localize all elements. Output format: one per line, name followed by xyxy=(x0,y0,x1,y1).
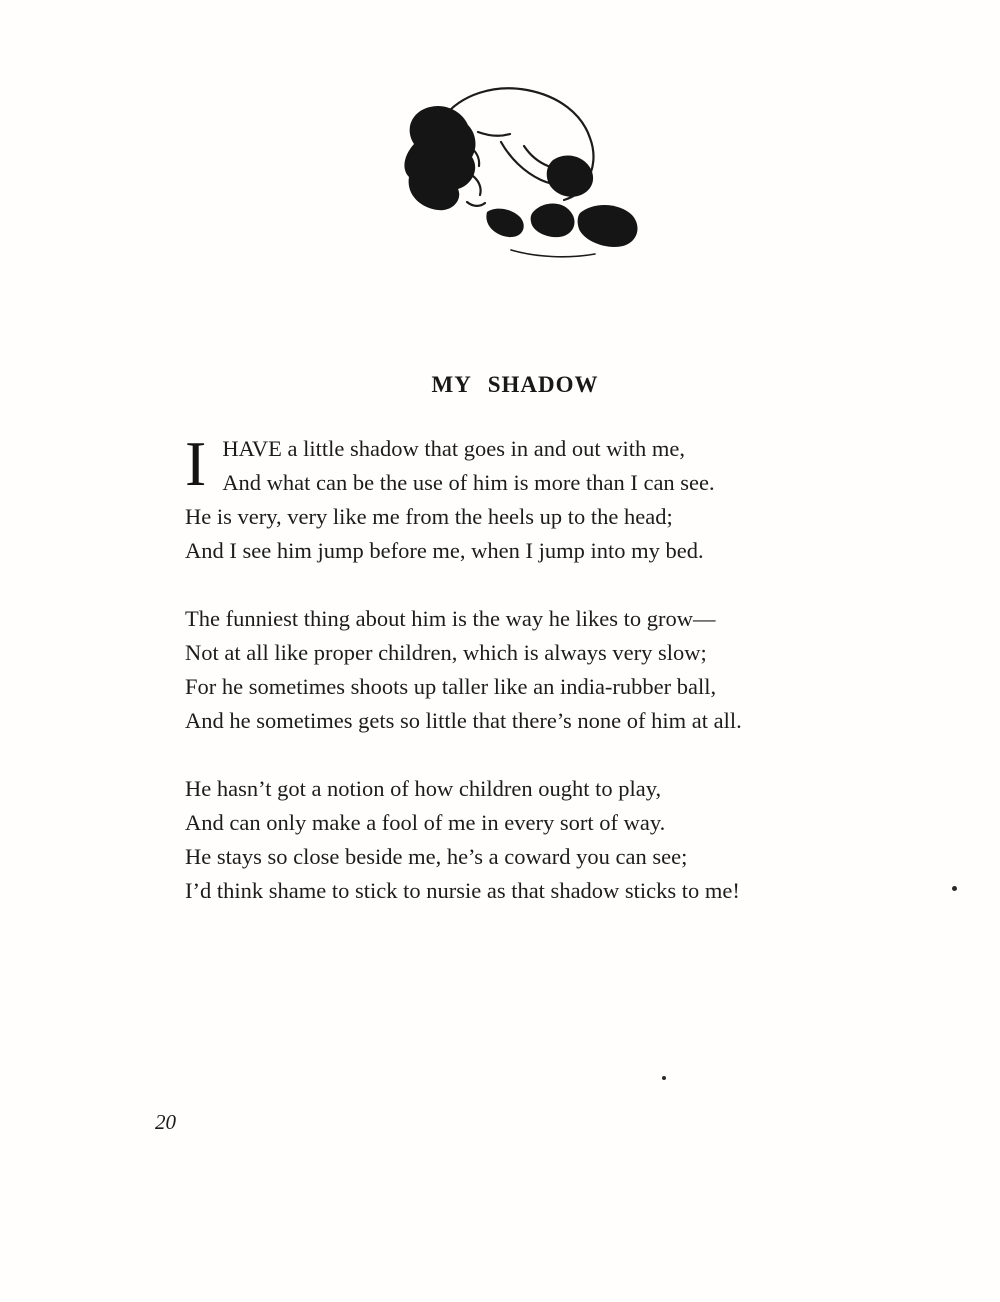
poem-line: The funniest thing about him is the way he likes to grow— xyxy=(185,606,716,631)
ink-speck xyxy=(952,886,957,891)
stanza-2 xyxy=(185,602,865,738)
drop-cap-letter: I xyxy=(185,428,207,499)
poem-line: He hasn’t got a notion of how children ought to play, xyxy=(185,776,662,801)
poem-line: He is very, very like me from the heels up to the head; xyxy=(185,504,673,529)
page-number: 20 xyxy=(155,1110,176,1134)
stanza-1 xyxy=(185,428,865,568)
poem-text xyxy=(185,428,865,942)
poem-line: I’d think shame to stick to nursie as that shadow sticks to me! xyxy=(185,878,740,903)
child-bending-illustration xyxy=(383,84,645,269)
poem-line: And can only make a fool of me in every sort of way. xyxy=(185,810,666,835)
poem-line: And I see him jump before me, when I jump into my bed. xyxy=(185,538,704,563)
poem-line: He stays so close beside me, he’s a coward you can see; xyxy=(185,844,688,869)
poem-line: And he sometimes gets so little that there’s none of him at all. xyxy=(185,708,742,733)
stanza-3 xyxy=(185,772,865,908)
poem-line: Not at all like proper children, which is always very slow; xyxy=(185,640,707,665)
poem-title: MY SHADOW xyxy=(431,372,599,397)
child-ink-drawing-icon xyxy=(383,84,645,269)
poem-line: And what can be the use of him is more than I can see. xyxy=(222,470,715,495)
poem-line: For he sometimes shoots up taller like an india-rubber ball, xyxy=(185,674,717,699)
poem-line: HAVE a little shadow that goes in and out with me, xyxy=(222,436,685,461)
ink-speck xyxy=(662,1076,666,1080)
